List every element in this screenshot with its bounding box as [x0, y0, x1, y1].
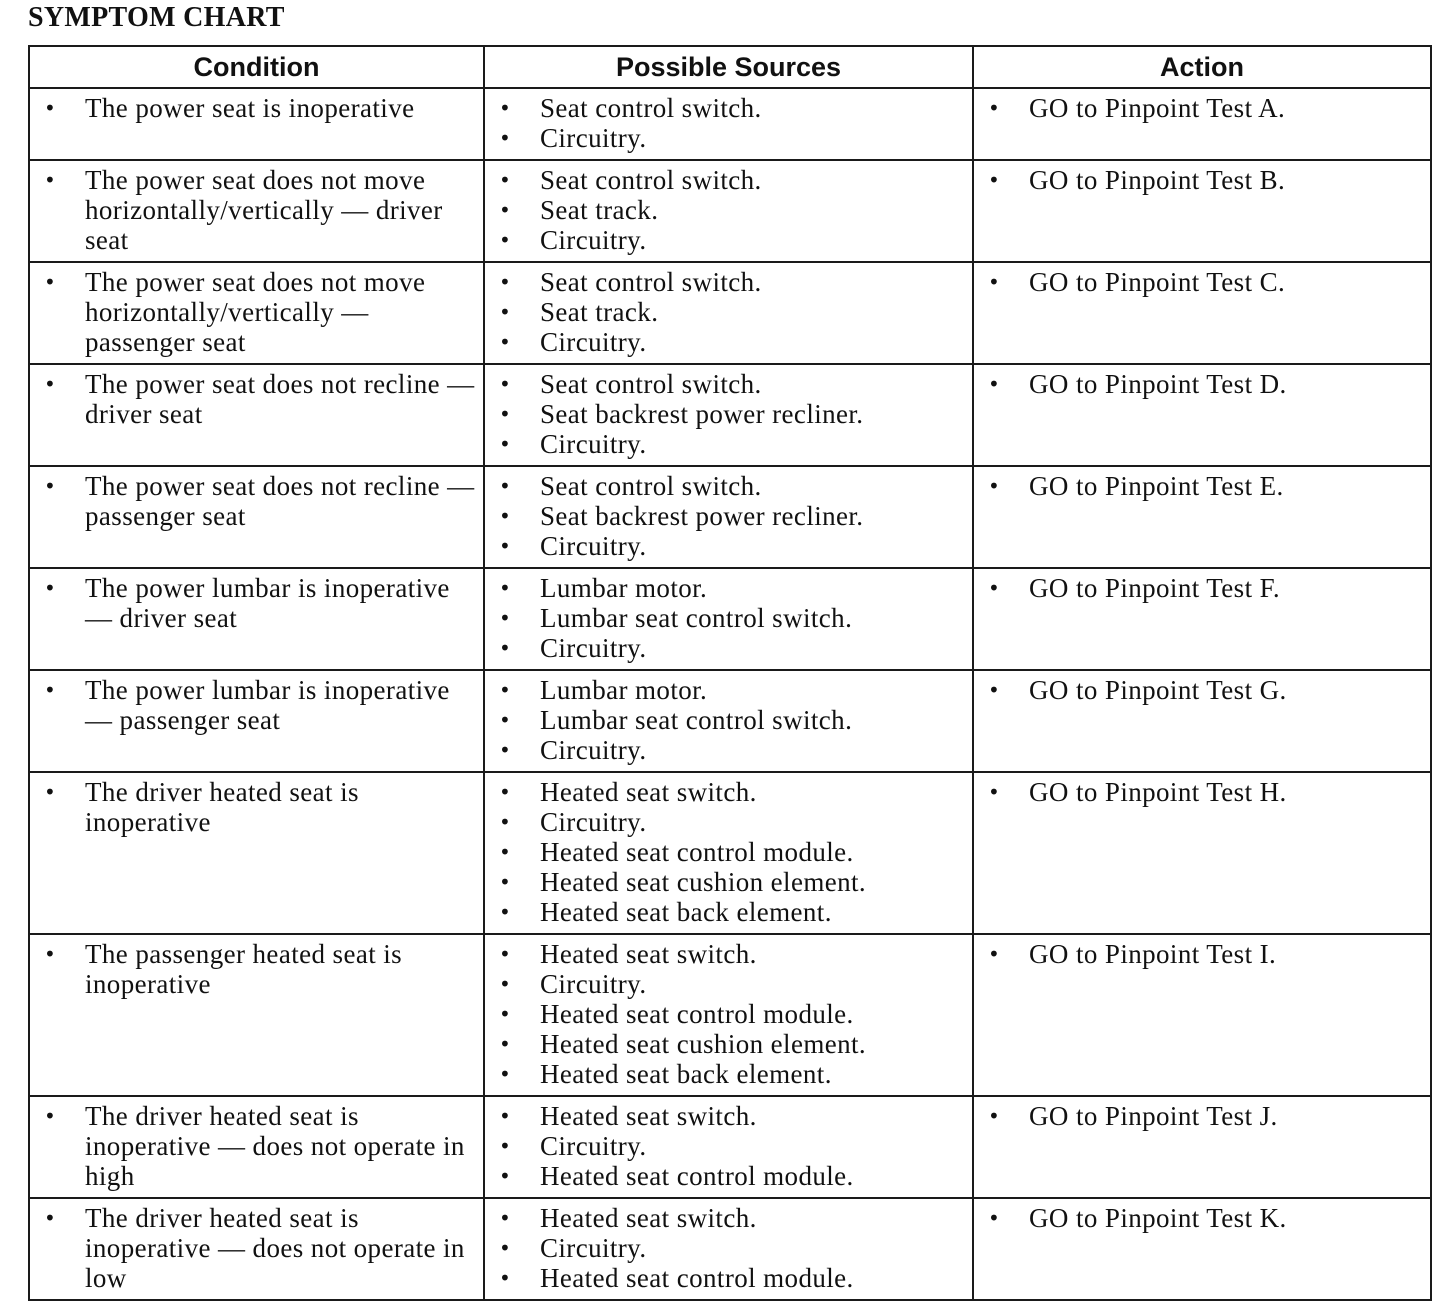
bullet-icon: • — [499, 708, 512, 732]
source-item-text: Heated seat cushion element. — [540, 1029, 867, 1059]
possible-sources-cell — [484, 934, 973, 1096]
possible-sources-cell — [484, 88, 973, 160]
condition-cell — [29, 568, 484, 670]
bullet-icon: • — [499, 870, 512, 894]
symptom-chart-table — [28, 45, 1432, 1301]
bullet-icon: • — [499, 636, 512, 660]
source-item-text: Circuitry. — [540, 327, 647, 357]
source-item-text: Circuitry. — [540, 531, 647, 561]
bullet-icon: • — [988, 1104, 1001, 1128]
action-item — [974, 939, 1430, 969]
condition-cell — [29, 1096, 484, 1198]
bullet-icon: • — [499, 300, 512, 324]
condition-item-text: The power seat does not move horizontally/vertically — passenger seat — [85, 267, 426, 357]
condition-item — [30, 471, 483, 531]
condition-cell — [29, 262, 484, 364]
action-cell — [973, 88, 1431, 160]
action-item-text: GO to Pinpoint Test B. — [1029, 165, 1286, 195]
source-item-text: Lumbar seat control switch. — [540, 603, 853, 633]
source-item-text: Circuitry. — [540, 225, 647, 255]
possible-sources-cell — [484, 670, 973, 772]
bullet-icon: • — [499, 474, 512, 498]
bullet-icon: • — [499, 1002, 512, 1026]
source-item — [485, 807, 972, 837]
source-item — [485, 165, 972, 195]
bullet-icon: • — [44, 780, 57, 804]
source-item-text: Seat control switch. — [540, 165, 762, 195]
bullet-icon: • — [44, 678, 57, 702]
condition-item-text: The power lumbar is inoperative — driver seat — [85, 573, 450, 633]
source-item — [485, 429, 972, 459]
bullet-icon: • — [499, 942, 512, 966]
bullet-icon: • — [499, 168, 512, 192]
source-item-text: Heated seat control module. — [540, 1161, 854, 1191]
source-item-text: Circuitry. — [540, 1233, 647, 1263]
action-item — [974, 369, 1430, 399]
source-item — [485, 327, 972, 357]
source-item-text: Heated seat control module. — [540, 837, 854, 867]
source-item — [485, 1059, 972, 1089]
action-item-text: GO to Pinpoint Test D. — [1029, 369, 1287, 399]
bullet-icon: • — [499, 96, 512, 120]
source-item-text: Seat track. — [540, 297, 659, 327]
source-item-text: Circuitry. — [540, 1131, 647, 1161]
possible-sources-cell — [484, 568, 973, 670]
action-item-text: GO to Pinpoint Test K. — [1029, 1203, 1287, 1233]
source-item — [485, 1263, 972, 1293]
bullet-icon: • — [499, 780, 512, 804]
action-item — [974, 471, 1430, 501]
source-item — [485, 603, 972, 633]
source-item — [485, 1101, 972, 1131]
source-item — [485, 939, 972, 969]
bullet-icon: • — [499, 330, 512, 354]
source-item — [485, 501, 972, 531]
source-item — [485, 633, 972, 663]
source-item — [485, 867, 972, 897]
action-item — [974, 267, 1430, 297]
condition-item-text: The power seat does not move horizontally/vertically — driver seat — [85, 165, 443, 255]
source-item-text: Seat control switch. — [540, 93, 762, 123]
action-cell — [973, 1198, 1431, 1300]
bullet-icon: • — [499, 900, 512, 924]
action-cell — [973, 670, 1431, 772]
source-item — [485, 399, 972, 429]
table-row — [29, 772, 1431, 934]
possible-sources-cell — [484, 364, 973, 466]
source-item — [485, 93, 972, 123]
bullet-icon: • — [499, 504, 512, 528]
bullet-icon: • — [988, 372, 1001, 396]
source-item-text: Heated seat back element. — [540, 1059, 832, 1089]
table-row — [29, 568, 1431, 670]
possible-sources-cell — [484, 1096, 973, 1198]
condition-item-text: The power seat does not recline — passenger seat — [85, 471, 475, 531]
bullet-icon: • — [988, 168, 1001, 192]
source-item — [485, 195, 972, 225]
source-item — [485, 1203, 972, 1233]
action-item — [974, 165, 1430, 195]
condition-item — [30, 777, 483, 837]
condition-item — [30, 939, 483, 999]
bullet-icon: • — [988, 576, 1001, 600]
condition-item-text: The driver heated seat is inoperative — [85, 777, 359, 837]
header-condition: Condition — [29, 46, 484, 88]
source-item — [485, 471, 972, 501]
condition-item-text: The power lumbar is inoperative — passenger seat — [85, 675, 450, 735]
action-cell — [973, 1096, 1431, 1198]
source-item — [485, 705, 972, 735]
source-item-text: Lumbar seat control switch. — [540, 705, 853, 735]
bullet-icon: • — [499, 270, 512, 294]
action-item-text: GO to Pinpoint Test H. — [1029, 777, 1287, 807]
condition-item — [30, 1101, 483, 1191]
condition-item — [30, 369, 483, 429]
source-item-text: Circuitry. — [540, 429, 647, 459]
action-cell — [973, 364, 1431, 466]
source-item-text: Heated seat switch. — [540, 777, 757, 807]
action-item-text: GO to Pinpoint Test F. — [1029, 573, 1281, 603]
condition-item-text: The driver heated seat is inoperative — does not operate in low — [85, 1203, 465, 1293]
bullet-icon: • — [499, 1236, 512, 1260]
condition-cell — [29, 466, 484, 568]
bullet-icon: • — [988, 678, 1001, 702]
source-item — [485, 225, 972, 255]
action-item — [974, 777, 1430, 807]
action-cell — [973, 262, 1431, 364]
action-item — [974, 1101, 1430, 1131]
action-item-text: GO to Pinpoint Test I. — [1029, 939, 1277, 969]
bullet-icon: • — [499, 534, 512, 558]
action-cell — [973, 772, 1431, 934]
source-item-text: Heated seat back element. — [540, 897, 832, 927]
bullet-icon: • — [499, 606, 512, 630]
action-item — [974, 1203, 1430, 1233]
condition-item — [30, 1203, 483, 1293]
table-row — [29, 1096, 1431, 1198]
source-item-text: Seat control switch. — [540, 369, 762, 399]
table-row — [29, 262, 1431, 364]
source-item-text: Heated seat cushion element. — [540, 867, 867, 897]
action-item-text: GO to Pinpoint Test C. — [1029, 267, 1286, 297]
source-item — [485, 999, 972, 1029]
condition-cell — [29, 772, 484, 934]
source-item-text: Seat control switch. — [540, 267, 762, 297]
condition-cell — [29, 934, 484, 1096]
condition-item-text: The power seat is inoperative — [85, 93, 415, 123]
source-item — [485, 837, 972, 867]
bullet-icon: • — [988, 1206, 1001, 1230]
bullet-icon: • — [499, 1206, 512, 1230]
source-item — [485, 531, 972, 561]
source-item — [485, 777, 972, 807]
source-item-text: Heated seat switch. — [540, 1203, 757, 1233]
source-item — [485, 267, 972, 297]
bullet-icon: • — [499, 1266, 512, 1290]
bullet-icon: • — [499, 1104, 512, 1128]
action-item — [974, 573, 1430, 603]
bullet-icon: • — [499, 810, 512, 834]
bullet-icon: • — [44, 372, 57, 396]
bullet-icon: • — [988, 942, 1001, 966]
action-item-text: GO to Pinpoint Test G. — [1029, 675, 1287, 705]
bullet-icon: • — [44, 96, 57, 120]
source-item-text: Circuitry. — [540, 807, 647, 837]
possible-sources-cell — [484, 262, 973, 364]
source-item — [485, 897, 972, 927]
bullet-icon: • — [44, 1206, 57, 1230]
source-item-text: Seat backrest power recliner. — [540, 501, 864, 531]
bullet-icon: • — [499, 228, 512, 252]
condition-item — [30, 267, 483, 357]
source-item-text: Circuitry. — [540, 969, 647, 999]
possible-sources-cell — [484, 772, 973, 934]
bullet-icon: • — [44, 1104, 57, 1128]
table-row — [29, 670, 1431, 772]
bullet-icon: • — [499, 1134, 512, 1158]
bullet-icon: • — [988, 270, 1001, 294]
bullet-icon: • — [499, 372, 512, 396]
source-item — [485, 1161, 972, 1191]
source-item-text: Seat track. — [540, 195, 659, 225]
source-item — [485, 297, 972, 327]
condition-cell — [29, 364, 484, 466]
source-item — [485, 969, 972, 999]
table-row — [29, 364, 1431, 466]
table-body — [29, 88, 1431, 1300]
bullet-icon: • — [44, 576, 57, 600]
bullet-icon: • — [499, 126, 512, 150]
possible-sources-cell — [484, 466, 973, 568]
condition-item — [30, 93, 483, 123]
table-row — [29, 88, 1431, 160]
source-item — [485, 735, 972, 765]
source-item — [485, 369, 972, 399]
bullet-icon: • — [44, 942, 57, 966]
bullet-icon: • — [988, 474, 1001, 498]
condition-item — [30, 573, 483, 633]
source-item — [485, 675, 972, 705]
table-row — [29, 1198, 1431, 1300]
bullet-icon: • — [499, 1062, 512, 1086]
table-header-row — [29, 46, 1431, 88]
source-item-text: Heated seat control module. — [540, 1263, 854, 1293]
page-title: SYMPTOM CHART — [28, 2, 285, 33]
bullet-icon: • — [44, 270, 57, 294]
bullet-icon: • — [499, 678, 512, 702]
bullet-icon: • — [499, 972, 512, 996]
condition-item-text: The driver heated seat is inoperative — does not operate in high — [85, 1101, 465, 1191]
bullet-icon: • — [499, 402, 512, 426]
condition-item — [30, 165, 483, 255]
bullet-icon: • — [44, 474, 57, 498]
source-item — [485, 123, 972, 153]
source-item — [485, 1233, 972, 1263]
condition-cell — [29, 160, 484, 262]
source-item-text: Heated seat switch. — [540, 939, 757, 969]
action-item — [974, 93, 1430, 123]
condition-item-text: The passenger heated seat is inoperative — [85, 939, 403, 999]
bullet-icon: • — [499, 432, 512, 456]
action-cell — [973, 466, 1431, 568]
source-item — [485, 1029, 972, 1059]
action-cell — [973, 568, 1431, 670]
bullet-icon: • — [499, 576, 512, 600]
bullet-icon: • — [988, 780, 1001, 804]
source-item-text: Heated seat control module. — [540, 999, 854, 1029]
bullet-icon: • — [499, 738, 512, 762]
header-possible-sources: Possible Sources — [484, 46, 973, 88]
source-item — [485, 573, 972, 603]
action-item-text: GO to Pinpoint Test A. — [1029, 93, 1286, 123]
action-cell — [973, 160, 1431, 262]
bullet-icon: • — [44, 168, 57, 192]
source-item-text: Seat control switch. — [540, 471, 762, 501]
table-row — [29, 160, 1431, 262]
condition-item — [30, 675, 483, 735]
header-action: Action — [973, 46, 1431, 88]
source-item-text: Lumbar motor. — [540, 675, 708, 705]
bullet-icon: • — [499, 1164, 512, 1188]
condition-cell — [29, 670, 484, 772]
condition-item-text: The power seat does not recline — driver seat — [85, 369, 475, 429]
bullet-icon: • — [988, 96, 1001, 120]
bullet-icon: • — [499, 1032, 512, 1056]
condition-cell — [29, 1198, 484, 1300]
action-item-text: GO to Pinpoint Test J. — [1029, 1101, 1278, 1131]
source-item-text: Circuitry. — [540, 735, 647, 765]
possible-sources-cell — [484, 160, 973, 262]
table-row — [29, 934, 1431, 1096]
source-item-text: Circuitry. — [540, 633, 647, 663]
action-item — [974, 675, 1430, 705]
bullet-icon: • — [499, 840, 512, 864]
condition-cell — [29, 88, 484, 160]
action-item-text: GO to Pinpoint Test E. — [1029, 471, 1284, 501]
source-item-text: Lumbar motor. — [540, 573, 708, 603]
source-item — [485, 1131, 972, 1161]
bullet-icon: • — [499, 198, 512, 222]
source-item-text: Heated seat switch. — [540, 1101, 757, 1131]
possible-sources-cell — [484, 1198, 973, 1300]
table-row — [29, 466, 1431, 568]
action-cell — [973, 934, 1431, 1096]
source-item-text: Seat backrest power recliner. — [540, 399, 864, 429]
source-item-text: Circuitry. — [540, 123, 647, 153]
